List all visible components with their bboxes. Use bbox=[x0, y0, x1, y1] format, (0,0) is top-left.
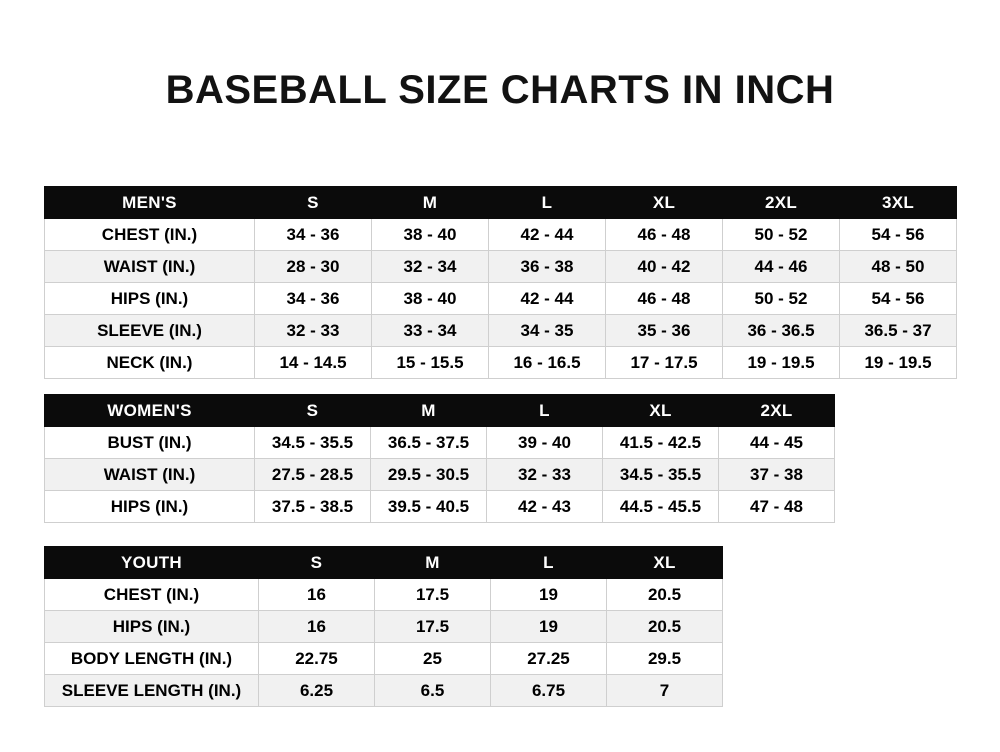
table-row bbox=[45, 315, 957, 347]
cell: 15 - 15.5 bbox=[372, 347, 489, 379]
column-header-s: S bbox=[259, 547, 375, 579]
cell: 32 - 33 bbox=[255, 315, 372, 347]
cell: 17.5 bbox=[375, 579, 491, 611]
cell: 34 - 35 bbox=[489, 315, 606, 347]
cell: 37 - 38 bbox=[719, 459, 835, 491]
table-header-row bbox=[45, 395, 835, 427]
table-row bbox=[45, 283, 957, 315]
cell: 34.5 - 35.5 bbox=[255, 427, 371, 459]
cell: 34 - 36 bbox=[255, 283, 372, 315]
cell: 19 - 19.5 bbox=[723, 347, 840, 379]
cell: 20.5 bbox=[607, 611, 723, 643]
column-header-m: M bbox=[371, 395, 487, 427]
page-title: BASEBALL SIZE CHARTS IN INCH bbox=[165, 68, 835, 112]
column-header-m: M bbox=[375, 547, 491, 579]
row-label: HIPS (IN.) bbox=[45, 283, 255, 315]
cell: 17 - 17.5 bbox=[606, 347, 723, 379]
cell: 32 - 34 bbox=[372, 251, 489, 283]
column-header-category: WOMEN'S bbox=[45, 395, 255, 427]
row-label: WAIST (IN.) bbox=[45, 251, 255, 283]
cell: 27.5 - 28.5 bbox=[255, 459, 371, 491]
cell: 29.5 - 30.5 bbox=[371, 459, 487, 491]
table-row bbox=[45, 219, 957, 251]
cell: 40 - 42 bbox=[606, 251, 723, 283]
cell: 32 - 33 bbox=[487, 459, 603, 491]
cell: 44 - 45 bbox=[719, 427, 835, 459]
column-header-xl: XL bbox=[606, 187, 723, 219]
cell: 42 - 43 bbox=[487, 491, 603, 523]
column-header-s: S bbox=[255, 187, 372, 219]
row-label: WAIST (IN.) bbox=[45, 459, 255, 491]
column-header-xl: XL bbox=[607, 547, 723, 579]
cell: 39.5 - 40.5 bbox=[371, 491, 487, 523]
column-header-2xl: 2XL bbox=[719, 395, 835, 427]
cell: 16 bbox=[259, 579, 375, 611]
row-label: NECK (IN.) bbox=[45, 347, 255, 379]
cell: 42 - 44 bbox=[489, 283, 606, 315]
cell: 22.75 bbox=[259, 643, 375, 675]
cell: 46 - 48 bbox=[606, 219, 723, 251]
column-header-category: MEN'S bbox=[45, 187, 255, 219]
table-row bbox=[45, 347, 957, 379]
table-row bbox=[45, 491, 835, 523]
cell: 19 bbox=[491, 579, 607, 611]
table-row bbox=[45, 459, 835, 491]
column-header-l: L bbox=[491, 547, 607, 579]
column-header-xl: XL bbox=[603, 395, 719, 427]
row-label: BUST (IN.) bbox=[45, 427, 255, 459]
cell: 36.5 - 37 bbox=[840, 315, 957, 347]
cell: 37.5 - 38.5 bbox=[255, 491, 371, 523]
cell: 19 - 19.5 bbox=[840, 347, 957, 379]
column-header-m: M bbox=[372, 187, 489, 219]
cell: 39 - 40 bbox=[487, 427, 603, 459]
table-row bbox=[45, 611, 723, 643]
cell: 6.5 bbox=[375, 675, 491, 707]
cell: 50 - 52 bbox=[723, 283, 840, 315]
cell: 41.5 - 42.5 bbox=[603, 427, 719, 459]
cell: 34.5 - 35.5 bbox=[603, 459, 719, 491]
cell: 16 - 16.5 bbox=[489, 347, 606, 379]
row-label: SLEEVE LENGTH (IN.) bbox=[45, 675, 259, 707]
cell: 35 - 36 bbox=[606, 315, 723, 347]
cell: 19 bbox=[491, 611, 607, 643]
cell: 48 - 50 bbox=[840, 251, 957, 283]
column-header-s: S bbox=[255, 395, 371, 427]
column-header-2xl: 2XL bbox=[723, 187, 840, 219]
column-header-3xl: 3XL bbox=[840, 187, 957, 219]
cell: 36 - 38 bbox=[489, 251, 606, 283]
table-row bbox=[45, 579, 723, 611]
cell: 54 - 56 bbox=[840, 283, 957, 315]
column-header-category: YOUTH bbox=[45, 547, 259, 579]
table-header-row bbox=[45, 187, 957, 219]
row-label: HIPS (IN.) bbox=[45, 491, 255, 523]
cell: 36.5 - 37.5 bbox=[371, 427, 487, 459]
cell: 20.5 bbox=[607, 579, 723, 611]
table-row bbox=[45, 427, 835, 459]
table-header-row bbox=[45, 547, 723, 579]
cell: 54 - 56 bbox=[840, 219, 957, 251]
table-row bbox=[45, 643, 723, 675]
cell: 27.25 bbox=[491, 643, 607, 675]
cell: 42 - 44 bbox=[489, 219, 606, 251]
row-label: SLEEVE (IN.) bbox=[45, 315, 255, 347]
row-label: CHEST (IN.) bbox=[45, 579, 259, 611]
cell: 16 bbox=[259, 611, 375, 643]
table-row bbox=[45, 251, 957, 283]
youth-size-table bbox=[44, 546, 723, 707]
cell: 29.5 bbox=[607, 643, 723, 675]
cell: 25 bbox=[375, 643, 491, 675]
cell: 34 - 36 bbox=[255, 219, 372, 251]
table-row bbox=[45, 675, 723, 707]
cell: 6.25 bbox=[259, 675, 375, 707]
row-label: BODY LENGTH (IN.) bbox=[45, 643, 259, 675]
cell: 44 - 46 bbox=[723, 251, 840, 283]
cell: 38 - 40 bbox=[372, 219, 489, 251]
column-header-l: L bbox=[487, 395, 603, 427]
cell: 14 - 14.5 bbox=[255, 347, 372, 379]
cell: 6.75 bbox=[491, 675, 607, 707]
cell: 7 bbox=[607, 675, 723, 707]
cell: 46 - 48 bbox=[606, 283, 723, 315]
cell: 17.5 bbox=[375, 611, 491, 643]
cell: 38 - 40 bbox=[372, 283, 489, 315]
cell: 44.5 - 45.5 bbox=[603, 491, 719, 523]
cell: 33 - 34 bbox=[372, 315, 489, 347]
womens-size-table bbox=[44, 394, 835, 523]
cell: 50 - 52 bbox=[723, 219, 840, 251]
cell: 36 - 36.5 bbox=[723, 315, 840, 347]
mens-size-table bbox=[44, 186, 957, 379]
column-header-l: L bbox=[489, 187, 606, 219]
cell: 47 - 48 bbox=[719, 491, 835, 523]
row-label: HIPS (IN.) bbox=[45, 611, 259, 643]
cell: 28 - 30 bbox=[255, 251, 372, 283]
row-label: CHEST (IN.) bbox=[45, 219, 255, 251]
